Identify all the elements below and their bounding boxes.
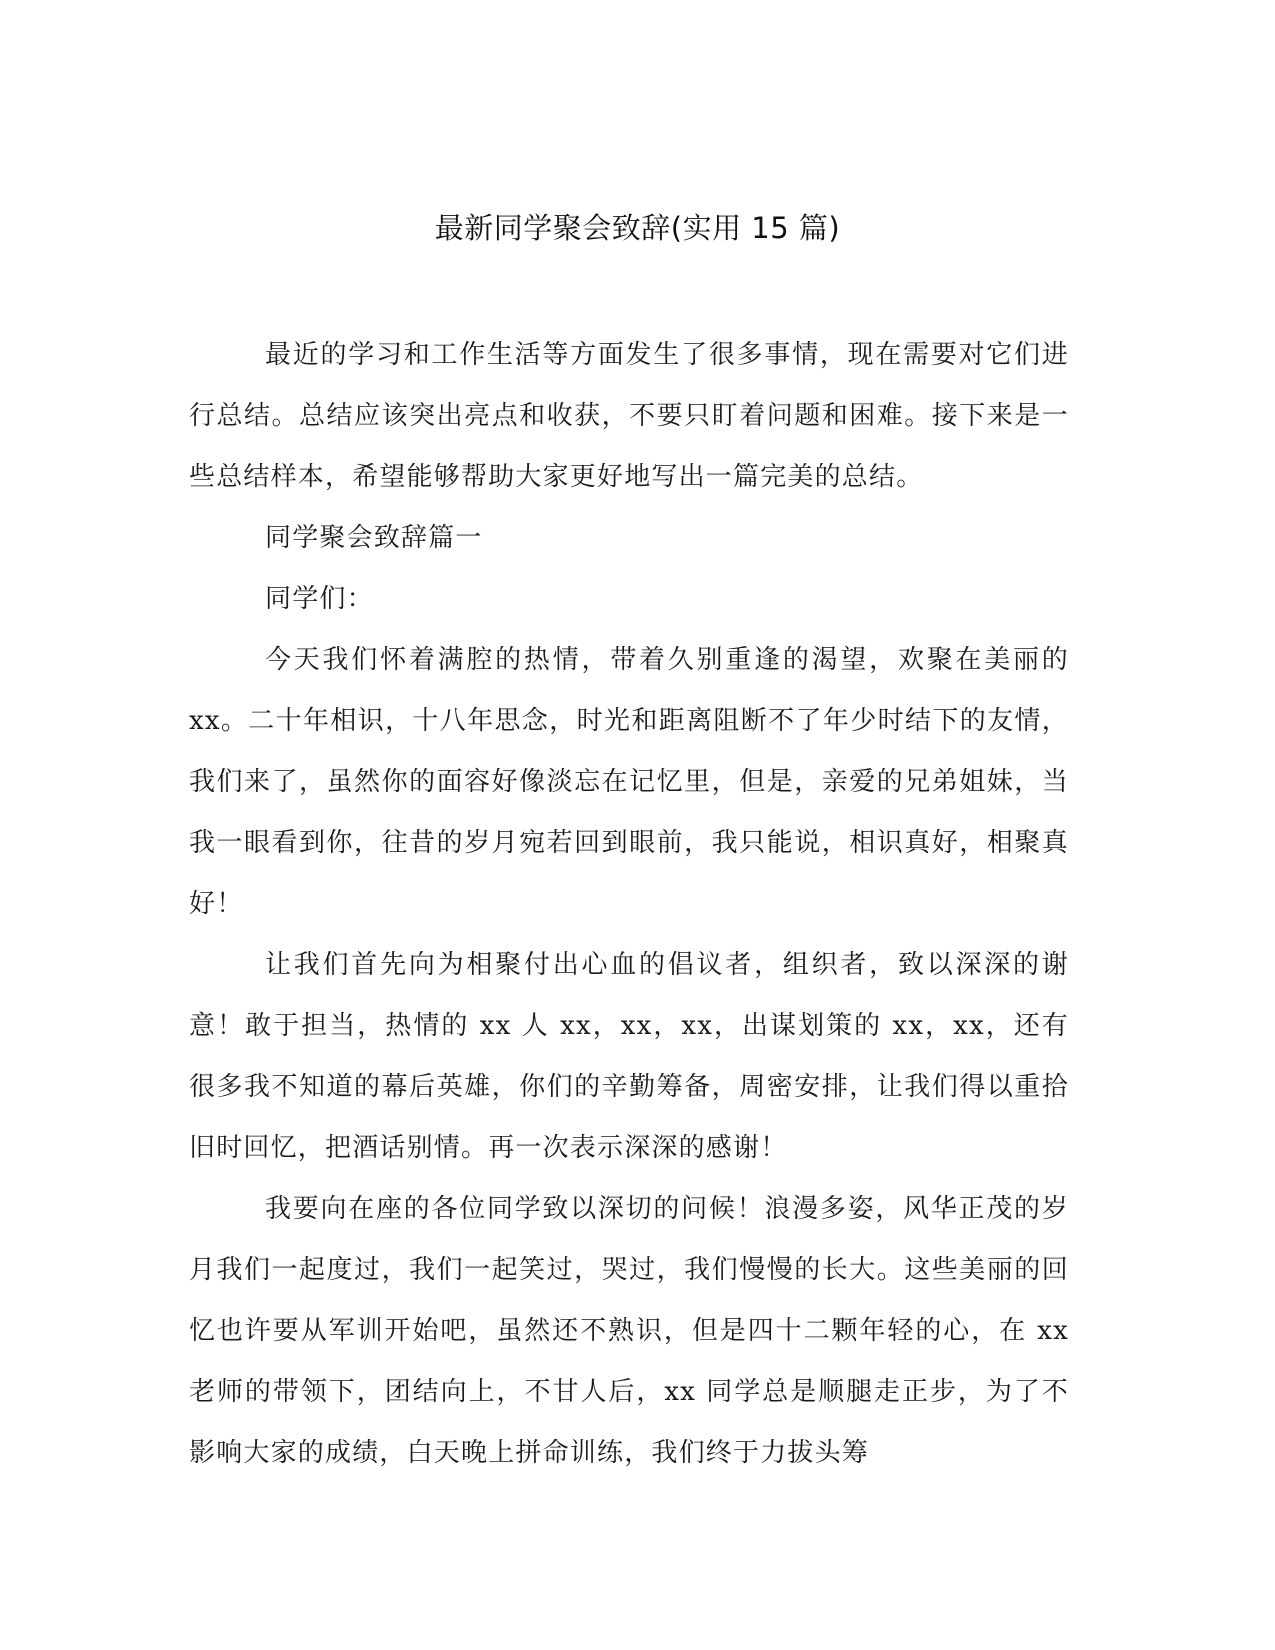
document-body	[189, 325, 1069, 1484]
body-paragraph: 让我们首先向为相聚付出心血的倡议者，组织者，致以深深的谢意！敢于担当，热情的 xx 人 xx，xx，xx，出谋划策的 xx，xx，还有很多我不知道的幕后英雄，你们的辛勤筹备，周密安排，让我们得以重拾旧时回忆，把酒话别情。再一次表示深深的感谢！	[189, 950, 1069, 1163]
salutation: 同学们：	[265, 584, 374, 614]
body-paragraph: 今天我们怀着满腔的热情，带着久别重逢的渴望，欢聚在美丽的 xx。二十年相识，十八年思念，时光和距离阻断不了年少时结下的友情，我们来了，虽然你的面容好像淡忘在记忆里，但是，亲爱的兄弟姐妹，当我一眼看到你，往昔的岁月宛若回到眼前，我只能说，相识真好，相聚真好！	[189, 645, 1069, 919]
document-title: 最新同学聚会致辞(实用 15 篇)	[434, 211, 841, 245]
section-heading: 同学聚会致辞篇一	[265, 523, 483, 553]
intro-paragraph: 最近的学习和工作生活等方面发生了很多事情，现在需要对它们进行总结。总结应该突出亮点和收获，不要只盯着问题和困难。接下来是一些总结样本，希望能够帮助大家更好地写出一篇完美的总结。	[189, 340, 1069, 492]
body-paragraph: 我要向在座的各位同学致以深切的问候！浪漫多姿，风华正茂的岁月我们一起度过，我们一起笑过，哭过，我们慢慢的长大。这些美丽的回忆也许要从军训开始吧，虽然还不熟识，但是四十二颗年轻的心，在 xx 老师的带领下，团结向上，不甘人后，xx 同学总是顺腿走正步，为了不影响大家的成绩，白天晚上拼命训练，我们终于力拔头筹	[189, 1194, 1069, 1468]
